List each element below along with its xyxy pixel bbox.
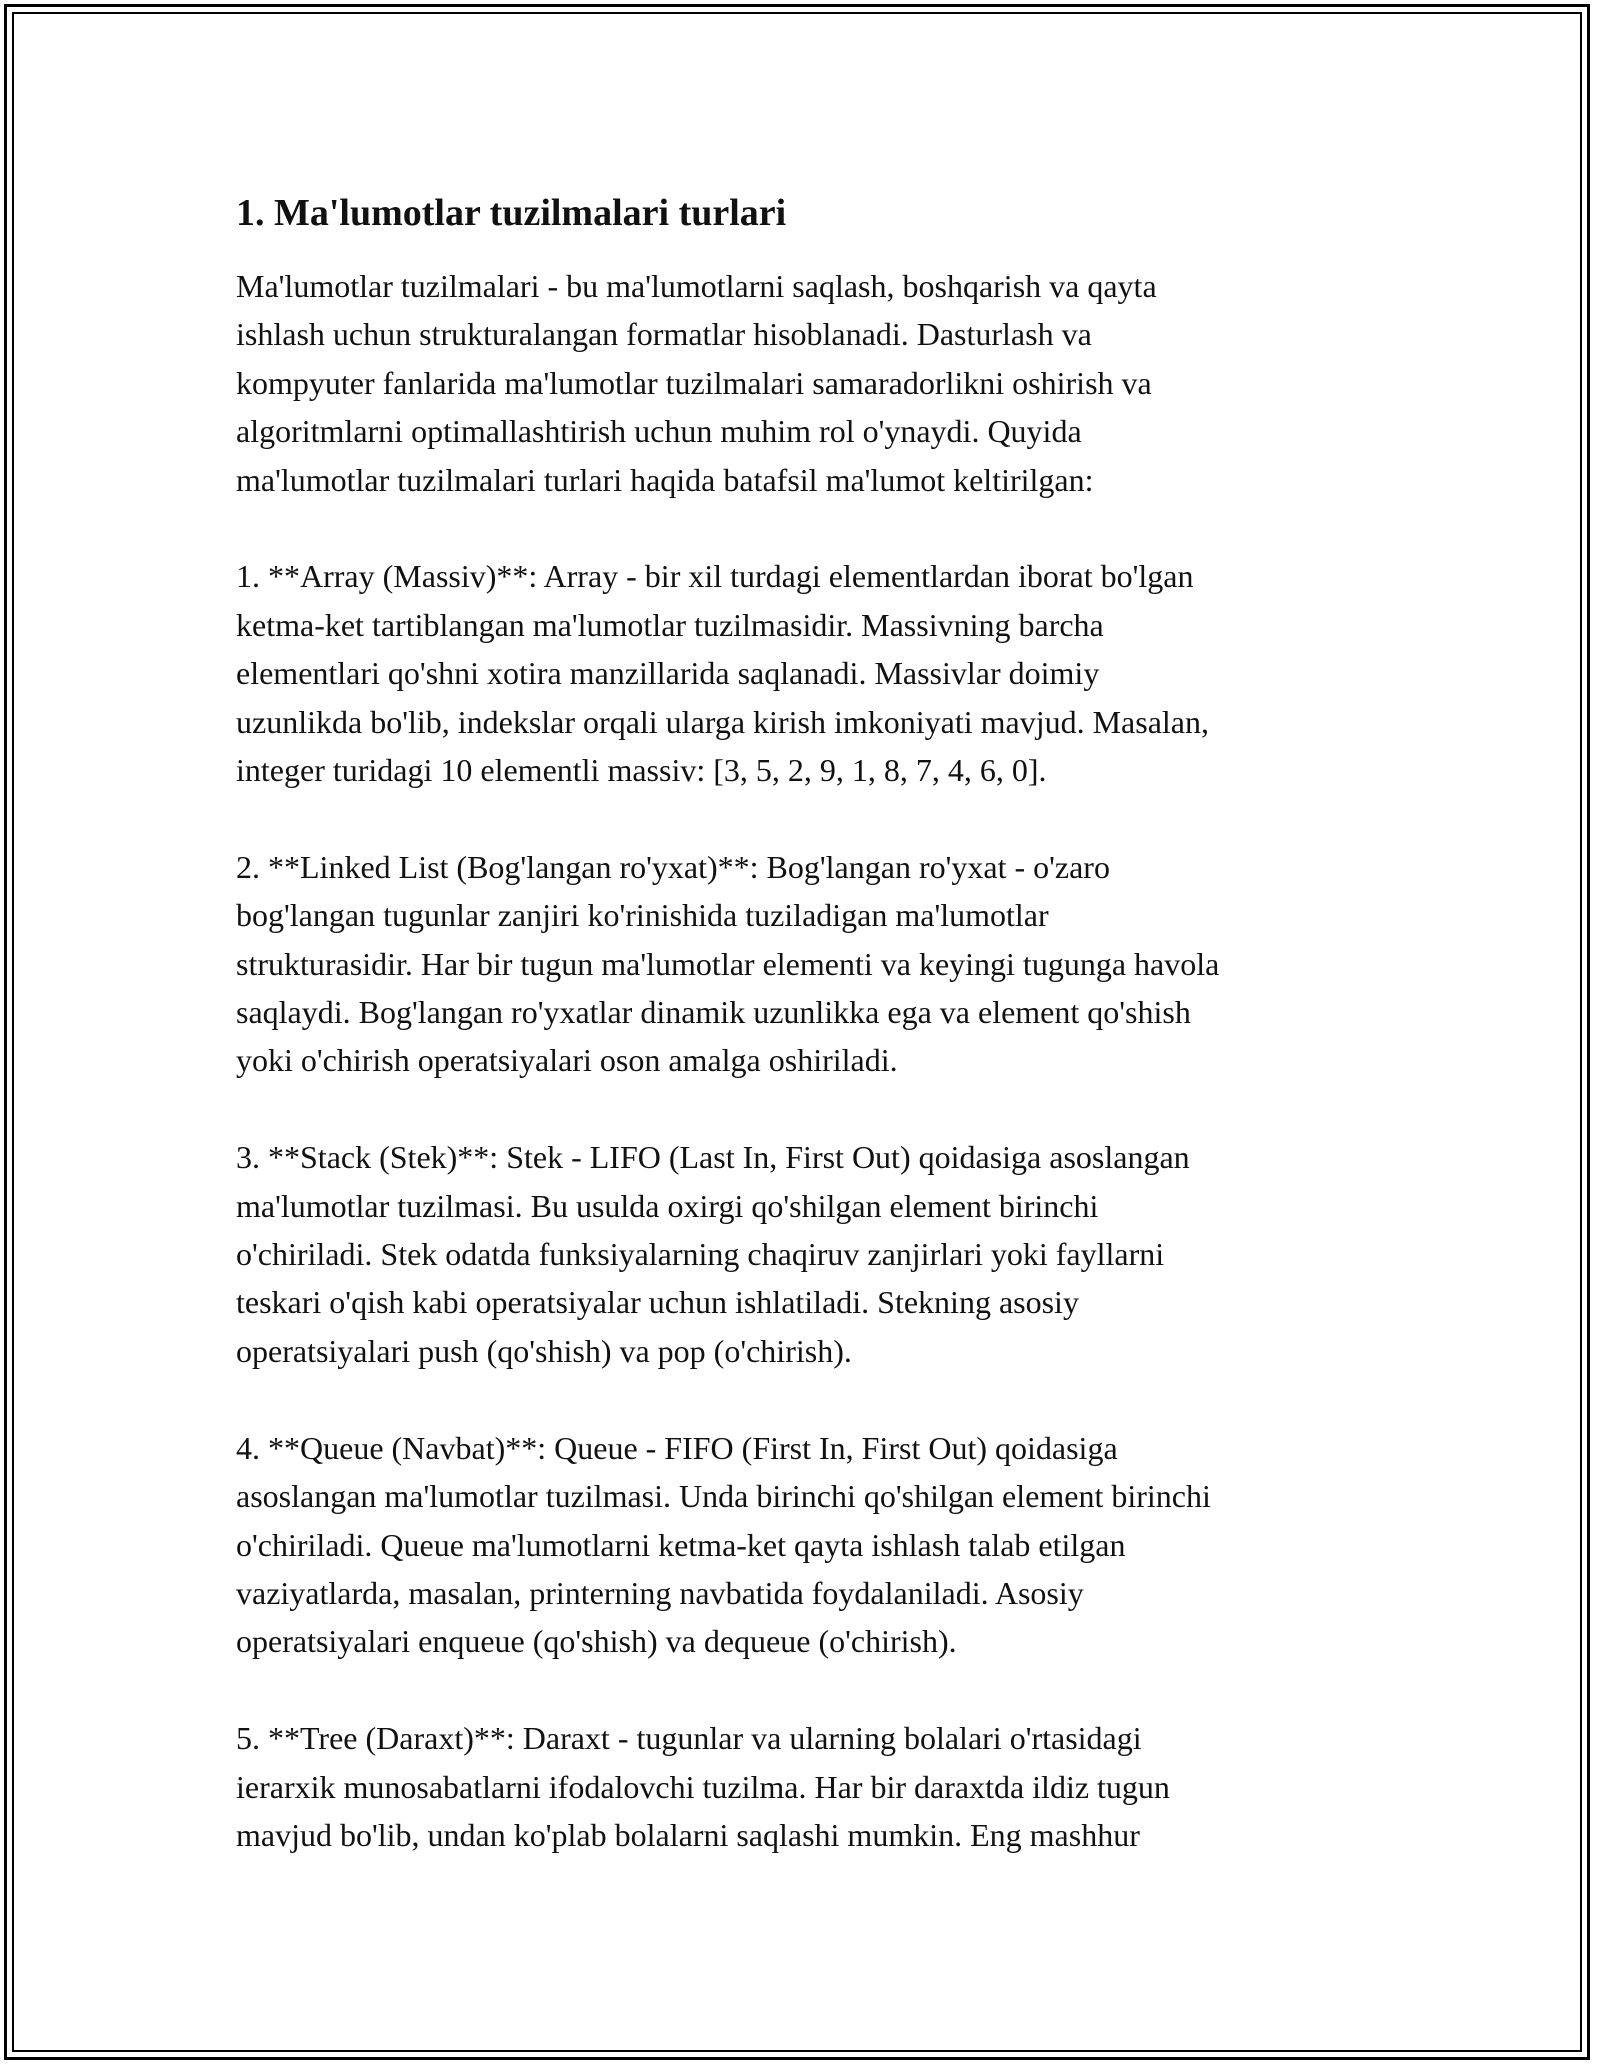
text-line: Ma'lumotlar tuzilmalari - bu ma'lumotlarni saqlash, boshqarish va qayta	[236, 268, 1157, 304]
text-line: ishlash uchun strukturalangan formatlar hisoblanadi. Dasturlash va	[236, 316, 1092, 353]
text-line: 4. **Queue (Navbat)**: Queue - FIFO (First In, First Out) qoidasiga	[236, 1429, 1118, 1466]
text-line: strukturasidir. Har bir tugun ma'lumotlar elementi va keyingi tugunga havola	[236, 945, 1220, 982]
text-line: yoki o'chirish operatsiyalari oson amalga oshiriladi.	[236, 1042, 898, 1079]
text-line: kompyuter fanlarida ma'lumotlar tuzilmalari samaradorlikni oshirish va	[236, 364, 1152, 401]
paragraph-linked-list	[236, 843, 1371, 1085]
text-line: teskari o'qish kabi operatsiyalar uchun ishlatiladi. Stekning asosiy	[236, 1284, 1079, 1321]
text-line: operatsiyalari enqueue (qo'shish) va dequeue (o'chirish).	[236, 1623, 957, 1660]
text-line: uzunlikda bo'lib, indekslar orqali ularga kirish imkoniyati mavjud. Masalan,	[236, 703, 1209, 740]
document-heading: 1. Ma'lumotlar tuzilmalari turlari	[236, 192, 787, 234]
text-line: o'chiriladi. Queue ma'lumotlarni ketma-ket qayta ishlash talab etilgan	[236, 1526, 1126, 1563]
text-line: ma'lumotlar tuzilmalari turlari haqida batafsil ma'lumot keltirilgan:	[236, 461, 1094, 498]
text-line: algoritmlarni optimallashtirish uchun muhim rol o'ynaydi. Quyida	[236, 413, 1082, 450]
text-line: asoslangan ma'lumotlar tuzilmasi. Unda birinchi qo'shilgan element birinchi	[236, 1478, 1211, 1515]
text-line: 2. **Linked List (Bog'langan ro'yxat)**: Bog'langan ro'yxat - o'zaro	[236, 848, 1110, 885]
text-line: integer turidagi 10 elementli massiv: [3, 5, 2, 9, 1, 8, 7, 4, 6, 0].	[236, 752, 1047, 789]
text-line: bog'langan tugunlar zanjiri ko'rinishida tuziladigan ma'lumotlar	[236, 897, 1049, 934]
text-line: o'chiriladi. Stek odatda funksiyalarning chaqiruv zanjirlari yoki fayllarni	[236, 1236, 1165, 1273]
text-line: saqlaydi. Bog'langan ro'yxatlar dinamik uzunlikka ega va element qo'shish	[236, 994, 1191, 1031]
text-line: ierarxik munosabatlarni ifodalovchi tuzilma. Har bir daraxtda ildiz tugun	[236, 1768, 1170, 1805]
paragraph-tree	[236, 1714, 1371, 1859]
paragraph-intro	[236, 262, 1371, 504]
text-line: ma'lumotlar tuzilmasi. Bu usulda oxirgi qo'shilgan element birinchi	[236, 1187, 1099, 1224]
paragraph-stack	[236, 1133, 1371, 1375]
text-line: ketma-ket tartiblangan ma'lumotlar tuzilmasidir. Massivning barcha	[236, 606, 1104, 643]
text-line: mavjud bo'lib, undan ko'plab bolalarni saqlashi mumkin. Eng mashhur	[236, 1816, 1140, 1853]
paragraph-queue	[236, 1424, 1371, 1666]
text-line: 1. **Array (Massiv)**: Array - bir xil turdagi elementlardan iborat bo'lgan	[236, 558, 1194, 595]
text-line: operatsiyalari push (qo'shish) va pop (o'chirish).	[236, 1332, 852, 1369]
text-line: vaziyatlarda, masalan, printerning navbatida foydalaniladi. Asosiy	[236, 1574, 1084, 1611]
document-body	[236, 188, 1371, 1908]
paragraph-array	[236, 552, 1371, 794]
text-line: 5. **Tree (Daraxt)**: Daraxt - tugunlar va ularning bolalari o'rtasidagi	[236, 1720, 1142, 1757]
text-line: 3. **Stack (Stek)**: Stek - LIFO (Last In, First Out) qoidasiga asoslangan	[236, 1139, 1190, 1176]
text-line: elementlari qo'shni xotira manzillarida saqlanadi. Massivlar doimiy	[236, 655, 1100, 692]
